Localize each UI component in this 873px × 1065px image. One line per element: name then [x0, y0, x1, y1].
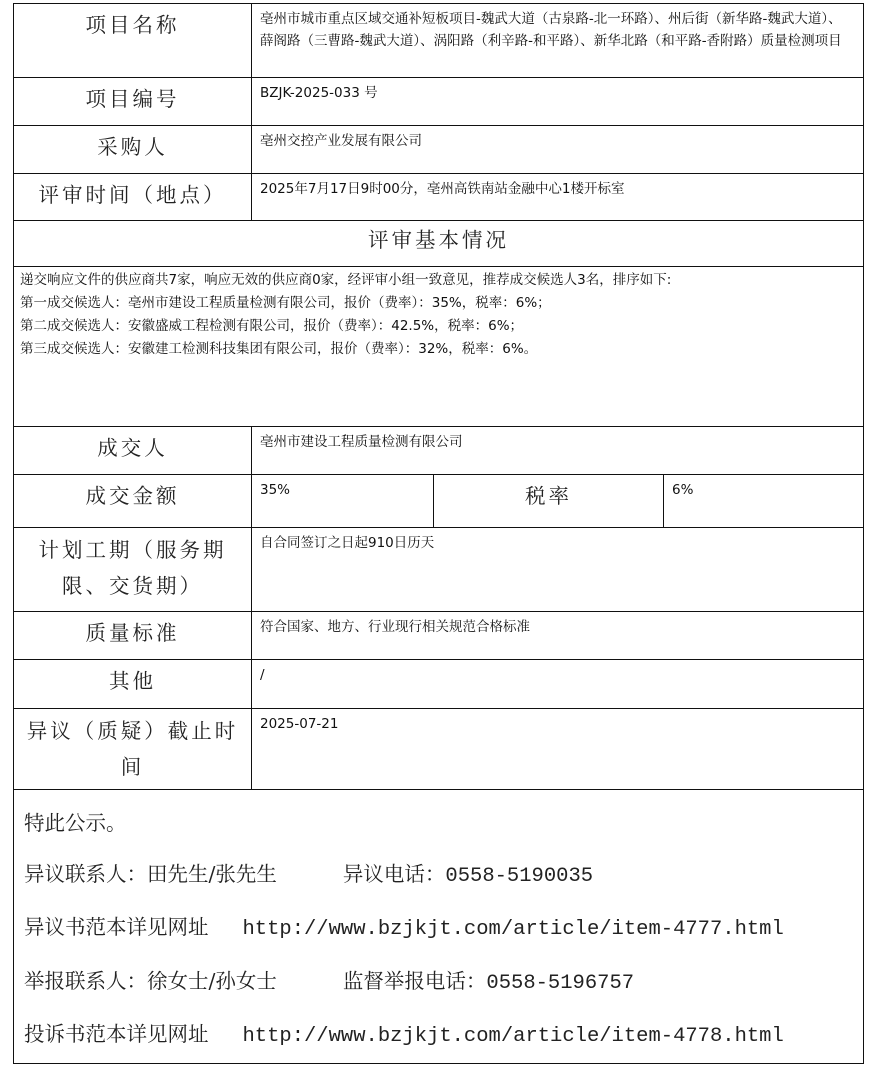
- row-amount: [14, 475, 864, 528]
- review-basic-content: [14, 267, 864, 427]
- other-value: /: [252, 660, 864, 709]
- tax-value: 6%: [664, 475, 864, 528]
- period-value: 自合同签订之日起910日历天: [252, 528, 864, 612]
- review-basic-line: 第一成交候选人：亳州市建设工程质量检测有限公司，报价（费率）：35%，税率：6%；: [20, 295, 551, 311]
- project-name-value: 亳州市城市重点区域交通补短板项目-魏武大道（古泉路-北一环路）、州后街（新华路-魏武大道）、薛阁路（三曹路-魏武大道）、涡阳路（利辛路-和平路）、新华北路（和平路-香附路）质量检测项目: [252, 4, 864, 78]
- row-project-name: [14, 4, 864, 78]
- objection-url-label: 异议书范本详见网址: [24, 915, 209, 939]
- review-basic-line: 第三成交候选人：安徽建工检测科技集团有限公司，报价（费率）：32%，税率：6%。: [20, 341, 538, 357]
- row-other: [14, 660, 864, 709]
- amount-value: 35%: [252, 475, 434, 528]
- complaint-url-label: 投诉书范本详见网址: [24, 1022, 209, 1046]
- row-period: [14, 528, 864, 612]
- complaint-url-line: [24, 1009, 863, 1063]
- row-winner: [14, 427, 864, 475]
- objection-deadline-label-line: 间: [120, 755, 145, 779]
- objection-contact-name: 田先生/张先生: [147, 861, 277, 886]
- purchaser-label: 采购人: [14, 126, 252, 174]
- project-number-label: 项目编号: [14, 78, 252, 126]
- objection-phone: 0558-5190035: [445, 864, 594, 888]
- objection-deadline-label: [14, 709, 252, 790]
- objection-contact-line: [24, 849, 863, 903]
- row-quality: [14, 612, 864, 660]
- project-number-value: BZJK-2025-033 号: [252, 78, 864, 126]
- amount-label: 成交金额: [14, 475, 252, 528]
- project-name-label: 项目名称: [14, 4, 252, 78]
- objection-phone-label: 异议电话：: [342, 861, 446, 886]
- row-objection-deadline: [14, 709, 864, 790]
- report-phone-label: 监督举报电话：: [342, 968, 487, 993]
- announce-text: 特此公示。: [24, 811, 127, 835]
- period-label-line: 限、交货期）: [62, 574, 203, 598]
- review-basic-line: 递交响应文件的供应商共7家，响应无效的供应商0家，经评审小组一致意见，推荐成交候选人3名，排序如下:: [20, 272, 672, 288]
- row-review-time: [14, 174, 864, 221]
- complaint-url-link[interactable]: http://www.bzjkjt.com/article/item-4778.html: [242, 1025, 784, 1048]
- tax-label: 税率: [434, 475, 664, 528]
- winner-value: 亳州市建设工程质量检测有限公司: [252, 427, 864, 475]
- report-contact-name: 徐女士/孙女士: [147, 968, 277, 993]
- report-phone: 0558-5196757: [486, 971, 635, 995]
- report-contact-label: 举报联系人：: [24, 968, 147, 993]
- row-purchaser: [14, 126, 864, 174]
- objection-deadline-label-line: 异议（质疑）截止时: [26, 719, 239, 743]
- row-project-number: [14, 78, 864, 126]
- objection-deadline-value: 2025-07-21: [252, 709, 864, 790]
- row-review-basic-header: [14, 221, 864, 267]
- objection-url-link[interactable]: http://www.bzjkjt.com/article/item-4777.html: [242, 918, 784, 941]
- review-time-value: 2025年7月17日9时00分，亳州高铁南站金融中心1楼开标室: [252, 174, 864, 221]
- review-time-label: 评审时间（地点）: [14, 174, 252, 221]
- footer-notice: [14, 790, 864, 1064]
- objection-contact-label: 异议联系人：: [24, 861, 147, 886]
- report-contact-line: [24, 956, 863, 1010]
- review-basic-header: 评审基本情况: [14, 221, 864, 267]
- period-label: [14, 528, 252, 612]
- quality-value: 符合国家、地方、行业现行相关规范合格标准: [252, 612, 864, 660]
- winner-label: 成交人: [14, 427, 252, 475]
- row-review-basic-content: [14, 267, 864, 427]
- quality-label: 质量标准: [14, 612, 252, 660]
- period-label-line: 计划工期（服务期: [38, 538, 227, 562]
- review-basic-line: 第二成交候选人：安徽盛威工程检测有限公司，报价（费率）：42.5%，税率：6%；: [20, 318, 524, 334]
- announcement-table: [13, 3, 864, 1064]
- other-label: 其他: [14, 660, 252, 709]
- purchaser-value: 亳州交控产业发展有限公司: [252, 126, 864, 174]
- objection-url-line: [24, 902, 863, 956]
- row-footer: [14, 790, 864, 1064]
